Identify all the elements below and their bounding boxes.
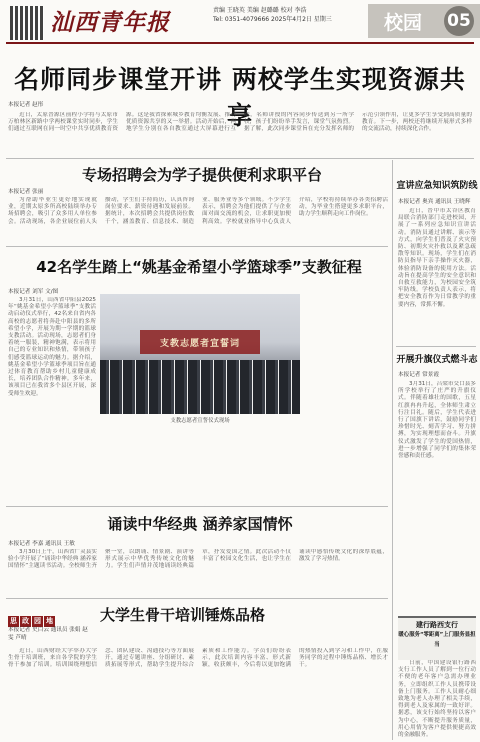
- sidebar-title: [398, 620, 476, 650]
- classics-headline: 诵读中华经典 涵养家国情怀: [107, 515, 293, 533]
- divider: [6, 506, 388, 507]
- masthead-meta: [213, 6, 332, 24]
- masthead-rule: [6, 42, 474, 44]
- basketball-body: [8, 297, 96, 503]
- tag-char-2-icon: 政: [22, 617, 29, 625]
- lead-headline: 名师同步课堂开讲 两校学生实现资源共享: [14, 65, 466, 130]
- divider: [6, 158, 474, 159]
- job-fair-headline: 专场招聘会为学子提供便利求职平台: [81, 166, 322, 184]
- safety-paragraph: 近日，晋中市太谷区教育局联合消防部门走进校园，开展了一系列应急知识宣讲活动。消防员通过讲解、演示等方式，向学生们普及了火灾预防、初期火灾扑救以及紧急疏散等知识。现场，学生们在消防员指导下亲手操作灭火器，体验消防设备的使用方法。活动旨在提高学生的安全意识和自救互救能力，为校园安全筑牢防线。学校负责人表示，将把安全教育作为日常教学的重要内容，常抓不懈。: [398, 208, 476, 308]
- newspaper-logo: 汕西青年报: [50, 9, 170, 36]
- sidebar-title-line2: 暖心服务“零距离”上门服务显担当: [398, 632, 476, 648]
- basketball-byline: 本报记者 刘军 文/图: [8, 289, 59, 295]
- training-byline: 本报记者 史白云 通讯员 张娟 赵雯 芦晴: [8, 627, 88, 641]
- tag-char-3-icon: 园: [34, 617, 41, 625]
- training-headline: 大学生骨干培训锤炼品格: [100, 606, 266, 624]
- contact-date: Tel: 0351-4079666 2025年4月2日 星期三: [213, 16, 332, 23]
- training-body: [8, 648, 388, 738]
- classics-byline: 本报记者 李嘉 通讯员 王敏: [8, 541, 75, 547]
- tag-char-4-icon: 地: [46, 617, 53, 625]
- photo-banner-text: 支教志愿者宣誓词: [159, 339, 240, 349]
- volunteer-group: [100, 360, 300, 414]
- classics-paragraph: 3月30日上午，山西省广灵县实验小学开展了“诵读中华经典 涵养家国情怀”主题读书活动。全校师生齐聚一堂，以朗诵、情景剧、演讲等形式展示中华优秀传统文化的魅力。学生们声情并茂地诵读经典篇章，抒发爱国之情。此次活动不仅丰富了校园文化生活，也让学生在诵读中感悟传统文化的深厚底蕴，激发了学习热情。: [8, 549, 388, 570]
- job-fair-byline: 本报记者 张丽: [8, 189, 44, 195]
- editor-credits: 责编 王晓英 美编 赵璐璐 校对 李浩: [213, 7, 307, 14]
- basketball-paragraph: 3月31日，山西省中阳县2025年“姚基金希望小学篮球季”支教活动启动仪式举行，42名来自省内各高校的志愿者将奔赴中阳县的多所希望小学，开展为期一学期的篮球支教活动。活动现场，志愿者们身着统一服装，精神饱满，表示将用自己的专业知识和热情，带领孩子们感受篮球运动的魅力。据介绍，姚基金希望小学篮球季项目旨在通过体育教育帮助乡村儿童健康成长，培养团队合作精神。多年来，该项目已在我省多个县区开展，深受师生欢迎。: [8, 297, 96, 397]
- basketball-body-cont: [306, 294, 388, 500]
- section-tag: [8, 608, 88, 625]
- reading-byline: 本报记者 常景霞: [398, 372, 439, 378]
- reading-paragraph: 3月31日，吕梁市交口县多所学校举行了庄严的升旗仪式。伴随着雄壮的国歌，五星红旗冉冉升起，全体师生肃立行注目礼。随后，学生代表进行了国旗下讲话，鼓励同学们珍惜时光、刻苦学习、努力拼搏，为实现理想而奋斗。升旗仪式激发了学生的爱国热情，进一步增强了同学们的集体荣誉感和责任感。: [398, 381, 476, 460]
- safety-byline: 本报记者 奥宾 通讯员 王晓辉: [398, 199, 471, 205]
- classics-body: [8, 549, 388, 593]
- lead-body: [8, 112, 472, 154]
- sidebar-body: [398, 660, 476, 738]
- reading-headline: 开展升旗仪式燃斗志: [396, 355, 478, 365]
- page-number: 05: [444, 6, 474, 36]
- lead-byline: 本报记者 赵彤: [8, 102, 44, 108]
- qr-code-icon: [10, 6, 44, 40]
- basketball-headline: 42名学生踏上“姚基金希望小学篮球季”支教征程: [36, 258, 362, 276]
- tag-char-1-icon: 思: [10, 617, 17, 625]
- photo-caption: 支教志愿者宣誓仪式现场: [170, 418, 230, 424]
- sidebar-title-line1: 建行路西支行: [416, 621, 458, 629]
- safety-headline: 宣讲应急知识筑防线: [396, 181, 478, 191]
- training-paragraph: 近日，山西财经大学举办大学生骨干培训班，来自各学院的学生骨干参加了培训。培训围绕理想信念、团队建设、沟通技巧等方面展开，通过专题讲座、分组研讨、素质拓展等形式，帮助学生提升综合素质和工作能力。学员们纷纷表示，此次培训内容丰富、形式新颖，收获颇丰，今后将以更加饱满的热情投入到学习和工作中，在服务同学的过程中锤炼品格、增长才干。: [8, 648, 388, 669]
- basketball-body-lower: [100, 426, 300, 502]
- column-divider: [392, 160, 393, 740]
- section-name: 校园: [384, 12, 423, 34]
- sidebar-paragraph: 日前，中国建设银行路西支行工作人员了解到一位行动不便的老年客户急需办理业务，立即组织工作人员携带设备上门服务。工作人员耐心细致地为老人办理了相关手续，得到老人及家属的一致好评。据悉，该支行始终坚持以客户为中心，不断提升服务质量，用心用情为客户提供便捷高效的金融服务。: [398, 660, 476, 738]
- job-fair-body: [8, 197, 388, 241]
- divider: [6, 598, 388, 599]
- job-fair-paragraph: 为帮助毕业生更好地实现就业，近期太原多所高校陆续举办专场招聘会，吸引了众多用人单位参会。活动现场，各企业展位前人头攒动，学生们手持简历，认真咨询岗位要求、薪资待遇和发展前景。据统计，本次招聘会共提供岗位数千个，涵盖教育、信息技术、制造业、服务业等多个领域。不少学生表示，招聘会为他们提供了与企业面对面交流的机会，让求职更加便利高效。学校就业指导中心负责人介绍，学校将持续举办各类招聘活动，为毕业生搭建更多求职平台，助力学生顺利走向工作岗位。: [8, 197, 388, 225]
- divider: [6, 246, 388, 247]
- divider: [396, 346, 476, 347]
- safety-body: [398, 208, 476, 348]
- reading-body: [398, 381, 476, 607]
- lead-paragraph: 近日，太原晋源区前程小学将与太原市万柏林区新路中学两校课堂实时同步，学生们通过互联网在同一时空中共享优质教育资源。这是我省探索城乡教育均衡发展、推动优质资源共享的又一举措。活动开始后，两地学生分别在各自教室通过大屏幕进行互动，名师讲授的内容同步传送到另一所学校，孩子们纷纷举手发言，课堂气氛热烈。据了解，此次同步课堂旨在充分发挥名师的示范引领作用，让更多学生享受到高质量的教育。下一步，两校还将继续开展形式多样的交流活动，持续深化合作。: [8, 112, 472, 133]
